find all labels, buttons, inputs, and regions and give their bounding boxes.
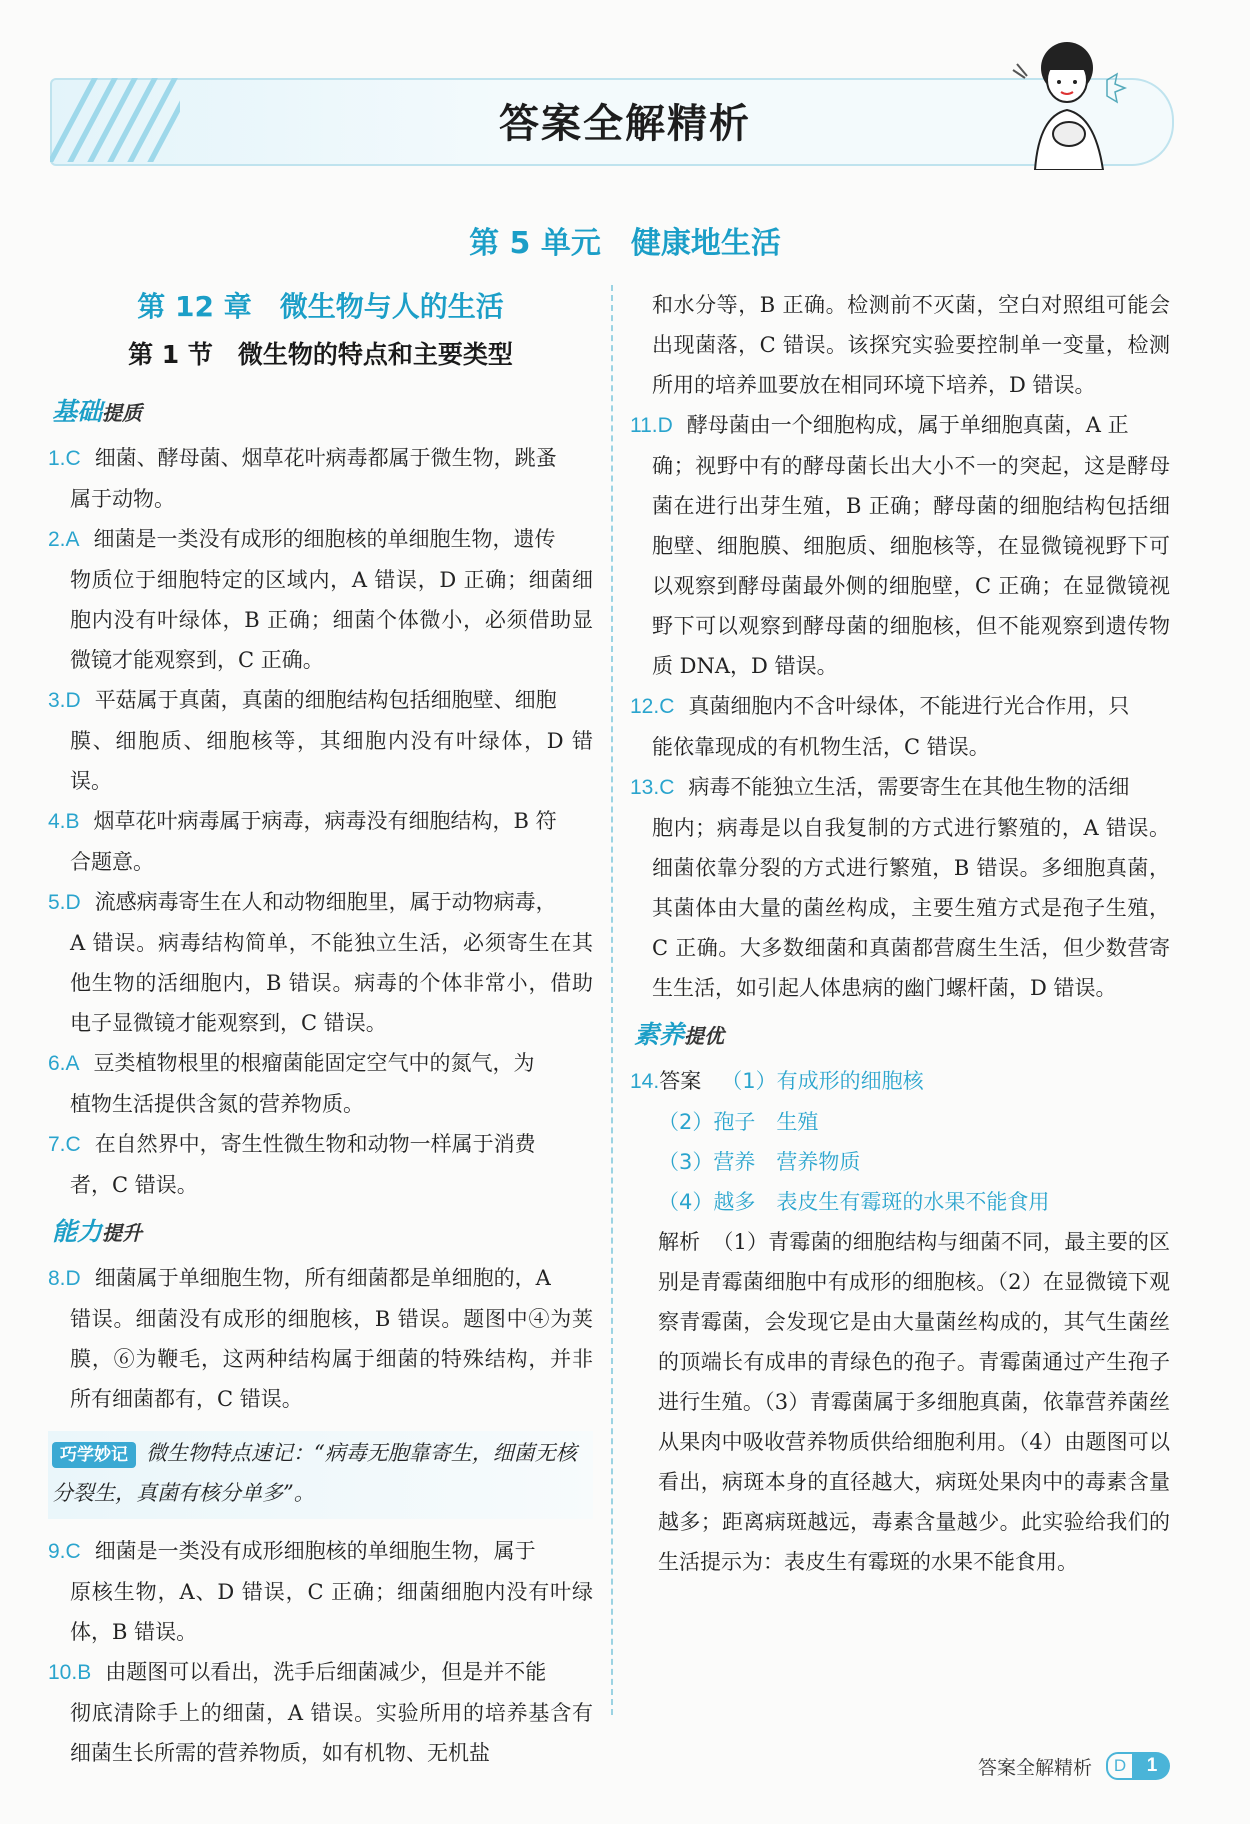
answer-item-6: 6.A 豆类植物根里的根瘤菌能固定空气中的氮气，为 植物生活提供含氮的营养物质。 bbox=[48, 1051, 535, 1116]
block-heading-suyang: 素养提优 bbox=[634, 1020, 725, 1049]
unit-title: 第 5 单元 健康地生活 bbox=[469, 226, 781, 261]
answer-14-part-4: （4）越多 表皮生有霉斑的水果不能食用 bbox=[658, 1190, 1050, 1214]
answer-item-10-continued: 和水分等，B 正确。检测前不灭菌，空白对照组可能会出现菌落，C 错误。该探究实验要控制单一变量，检测所用的培养皿要放在相同环境下培养，D 错误。 bbox=[652, 293, 1170, 397]
answer-14-part-2: （2）孢子 生殖 bbox=[658, 1110, 819, 1134]
page-footer bbox=[978, 1752, 1170, 1780]
answer-item-9: 9.C 细菌是一类没有成形细胞核的单细胞生物，属于 原核生物，A、D 错误，C 正确；细菌细胞内没有叶绿体，B 错误。 bbox=[48, 1539, 593, 1644]
answer-item-14: 14.答案 （1）有成形的细胞核 bbox=[630, 1069, 924, 1093]
block-heading-jichu: 基础提质 bbox=[52, 397, 143, 426]
answer-item-2: 2.A 细菌是一类没有成形的细胞核的单细胞生物，遗传 物质位于细胞特定的区域内，A 错误，D 正确；细菌细胞内没有叶绿体，B 正确；细菌个体微小，必须借助显微镜才能观察到，C 正确。 bbox=[48, 527, 593, 672]
page-title: 答案全解精析 bbox=[499, 101, 751, 147]
answer-item-11: 11.D 酵母菌由一个细胞构成，属于单细胞真菌，A 正 确；视野中有的酵母菌长出大小不一的突起，这是酵母菌在进行出芽生殖，B 正确；酵母菌的细胞结构包括细胞壁、细胞膜、细胞质、细胞核等，在显微镜视野下可以观察到酵母菌最外侧的细胞壁，C 正确；在显微镜视野下可以观察到酵母菌的细胞核，但不能观察到遗传物质 DNA，D 错误。 bbox=[630, 413, 1170, 678]
answer-item-4: 4.B 烟草花叶病毒属于病毒，病毒没有细胞结构，B 符 合题意。 bbox=[48, 809, 557, 874]
column-divider bbox=[611, 285, 613, 1715]
answer-item-13: 13.C 病毒不能独立生活，需要寄生在其他生物的活细 胞内；病毒是以自我复制的方式进行繁殖的，A 错误。细菌依靠分裂的方式进行繁殖，B 错误。多细胞真菌，其菌体由大量的菌丝构成，主要生殖方式是孢子生殖，C 正确。大多数细菌和真菌都营腐生生活，但少数营寄生生活，如引起人体患病的幽门螺杆菌，D 错误。 bbox=[630, 775, 1170, 1000]
tip-text: 微生物特点速记：“病毒无胞靠寄生，细菌无核分裂生，真菌有核分单多”。 bbox=[52, 1441, 577, 1505]
analysis-paragraph: 解析 （1）青霉菌的细胞结构与细菌不同，最主要的区别是青霉菌细胞中有成形的细胞核。（2）在显微镜下观察青霉菌，会发现它是由大量菌丝构成的，其气生菌丝的顶端长有成串的青绿色的孢子。青霉菌通过产生孢子进行生殖。（3）青霉菌属于多细胞真菌，依靠营养菌丝从果肉中吸收营养物质供给细胞利用。（4）由题图可以看出，病斑本身的直径越大，病斑处果肉中的毒素含量越多；距离病斑越远，毒素含量越少。此实验给我们的生活提示为：表皮生有霉斑的水果不能食用。 bbox=[658, 1230, 1171, 1574]
section-title: 第 1 节 微生物的特点和主要类型 bbox=[128, 340, 513, 369]
tip-badge: 巧学妙记 bbox=[52, 1442, 136, 1468]
footer-letter: D bbox=[1106, 1752, 1134, 1780]
chapter-title: 第 12 章 微生物与人的生活 bbox=[137, 290, 504, 323]
page-number: 1 bbox=[1134, 1752, 1170, 1780]
memory-tip bbox=[48, 1431, 593, 1519]
left-column bbox=[48, 285, 593, 1773]
answer-item-10: 10.B 由题图可以看出，洗手后细菌减少，但是并不能 彻底清除手上的细菌，A 错误。实验所用的培养基含有细菌生长所需的营养物质，如有机物、无机盐 bbox=[48, 1660, 593, 1765]
answer-14-part-3: （3）营养 营养物质 bbox=[658, 1150, 861, 1174]
answer-item-8: 8.D 细菌属于单细胞生物，所有细菌都是单细胞的，A 错误。细菌没有成形的细胞核，B 错误。题图中④为荚膜，⑥为鞭毛，这两种结构属于细菌的特殊结构，并非所有细菌都有，C 错误。 bbox=[48, 1266, 593, 1411]
answer-item-12: 12.C 真菌细胞内不含叶绿体，不能进行光合作用，只 能依靠现成的有机物生活，C 错误。 bbox=[630, 694, 1130, 759]
girl-illustration bbox=[995, 30, 1145, 170]
footer-text: 答案全解精析 bbox=[977, 1756, 1092, 1779]
answer-item-5: 5.D 流感病毒寄生在人和动物细胞里，属于动物病毒， A 错误。病毒结构简单，不能独立生活，必须寄生在其他生物的活细胞内，B 错误。病毒的个体非常小，借助电子显微镜才能观察到，C 错误。 bbox=[48, 890, 593, 1035]
block-heading-nengli: 能力提升 bbox=[52, 1217, 143, 1246]
answer-item-3: 3.D 平菇属于真菌，真菌的细胞结构包括细胞壁、细胞 膜、细胞质、细胞核等，其细胞内没有叶绿体，D 错误。 bbox=[48, 688, 593, 793]
right-column bbox=[630, 285, 1170, 1582]
answer-item-7: 7.C 在自然界中，寄生性微生物和动物一样属于消费 者，C 错误。 bbox=[48, 1132, 536, 1197]
answer-item-1: 1.C 细菌、酵母菌、烟草花叶病毒都属于微生物，跳蚤 属于动物。 bbox=[48, 446, 557, 511]
